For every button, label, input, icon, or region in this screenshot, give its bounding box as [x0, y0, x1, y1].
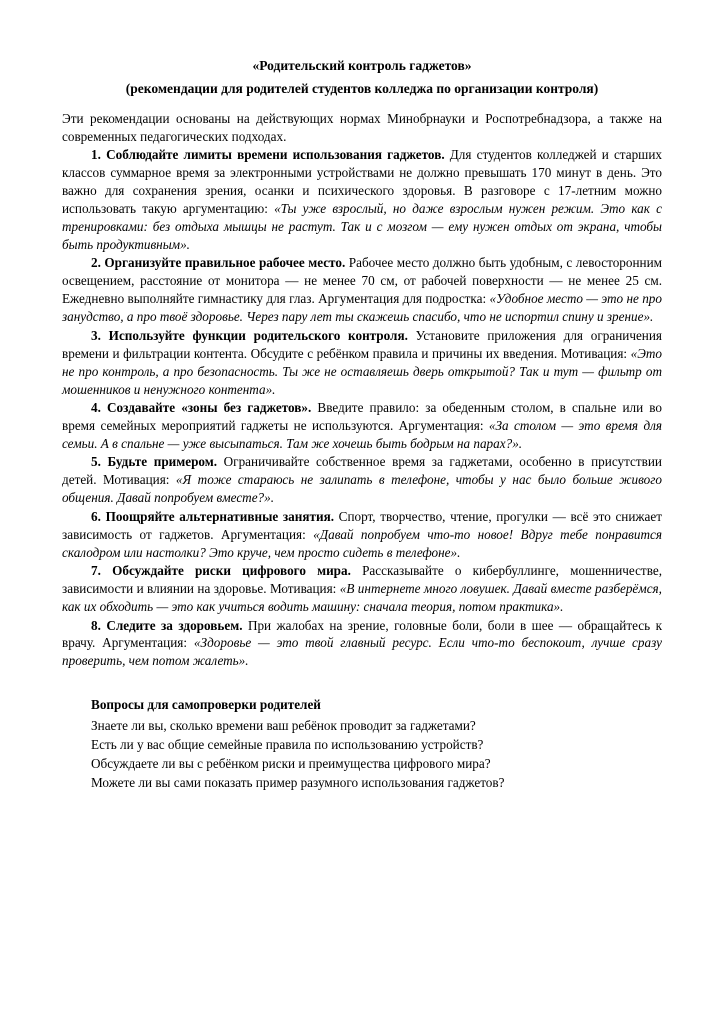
item-quote: «Это не про контроль, а про безопасность. Ты же не оставляешь дверь открытой? Так и тут — фильтр от мошенников и ненужного контента».: [62, 345, 662, 397]
recommendation-item: [62, 508, 662, 562]
question-item: Знаете ли вы, сколько времени ваш ребёнок проводит за гаджетами?: [91, 718, 476, 734]
item-lead: 6. Поощряйте альтернативные занятия.: [91, 508, 335, 524]
item-quote: «Удобное место — это не про занудство, а про твоё здоровье. Через пару лет ты скажешь спасибо, что не испортил спину и зрение».: [62, 291, 662, 325]
item-lead: 7. Обсуждайте риски цифрового мира.: [91, 563, 351, 579]
recommendation-item: [62, 617, 662, 671]
item-lead: 2. Организуйте правильное рабочее место.: [91, 255, 346, 271]
question-item: Обсуждаете ли вы с ребёнком риски и преимущества цифрового мира?: [91, 756, 491, 772]
item-lead: 1. Соблюдайте лимиты времени использования гаджетов.: [91, 147, 445, 163]
item-body: Ограничивайте собственное время за гаджетами, особенно в присутствии детей. Мотивация:: [62, 454, 662, 488]
recommendation-item: [62, 327, 662, 399]
item-lead: 3. Используйте функции родительского контроля.: [91, 327, 408, 343]
item-body: Рабочее место должно быть удобным, с левосторонним освещением, расстояние от монитора — не менее 70 см, от рабочей поверхности — не менее 25 см. Ежедневно выполняйте гимнастику для глаз. Аргументация для подростка:: [62, 255, 662, 307]
item-quote: «За столом — это время для семьи. А в спальне — уже высыпаться. Там же хочешь быть бодрым на парах?».: [62, 418, 662, 451]
item-body: При жалобах на зрение, головные боли, боли в шее — обращайтесь к врачу. Аргументация:: [62, 617, 663, 651]
intro-text: Эти рекомендации основаны на действующих нормах Минобрнауки и Роспотребнадзора, а также на современных педагогических подходах.: [62, 110, 662, 144]
title-block: [62, 56, 662, 100]
item-body: Установите приложения для ограничения времени и фильтрации контента. Обсудите с ребёнком правила и причины их введения. Мотивация:: [62, 327, 662, 361]
item-lead: 4. Создавайте «зоны без гаджетов».: [91, 400, 312, 416]
page-title: «Родительский контроль гаджетов»: [252, 58, 472, 73]
item-body: Введите правило: за обеденным столом, в спальне или во время семейных мероприятий гаджеты не используются. Аргументация:: [62, 400, 662, 434]
recommendation-item: [62, 453, 662, 507]
item-quote: «Давай попробуем что-то новое! Вдруг тебе понравится скалодром или настолки? Это круче, чем просто сидеть в телефоне».: [62, 526, 662, 560]
item-quote: «В интернете много ловушек. Давай вместе разберёмся, как их обходить — это как учиться водить машину: сначала теория, потом практика».: [62, 581, 662, 615]
item-quote: «Здоровье — это твой главный ресурс. Если что-то беспокоит, лучше сразу проверить, чем потом жалеть».: [62, 635, 662, 669]
item-body: Спорт, творчество, чтение, прогулки — всё это снижает зависимость от гаджетов. Аргументация:: [62, 508, 662, 542]
recommendation-item: [62, 254, 662, 326]
item-lead: 8. Следите за здоровьем.: [91, 617, 243, 633]
question-item: Можете ли вы сами показать пример разумного использования гаджетов?: [91, 775, 505, 791]
page-subtitle: (рекомендации для родителей студентов колледжа по организации контроля): [125, 80, 599, 96]
questions-heading: Вопросы для самопроверки родителей: [91, 697, 321, 713]
item-body: Для студентов колледжей и старших классов суммарное время за электронными устройствами не должно превышать 170 минут в день. Это важно для сохранения зрения, осанки и психического здоровья. В разговоре с 17-летним можно использовать такую аргументацию:: [62, 147, 662, 217]
recommendation-item: [62, 146, 662, 254]
item-lead: 5. Будьте примером.: [91, 454, 218, 470]
recommendation-item: [62, 562, 662, 616]
recommendation-item: [62, 399, 662, 453]
item-body: Рассказывайте о кибербуллинге, мошенничестве, зависимости и влиянии на здоровье. Мотивация:: [62, 563, 662, 597]
question-item: Есть ли у вас общие семейные правила по использованию устройств?: [91, 737, 484, 753]
item-quote: «Ты уже взрослый, но даже взрослым нужен режим. Это как с тренировками: без отдыха мышцы не растут. Так и с мозгом — ему нужен отдых от экрана, чтобы быть продуктивным».: [62, 201, 663, 253]
item-quote: «Я тоже стараюсь не залипать в телефоне, чтобы у нас было больше живого общения. Давай попробуем вместе?».: [62, 472, 662, 506]
intro-paragraph: [62, 110, 662, 146]
